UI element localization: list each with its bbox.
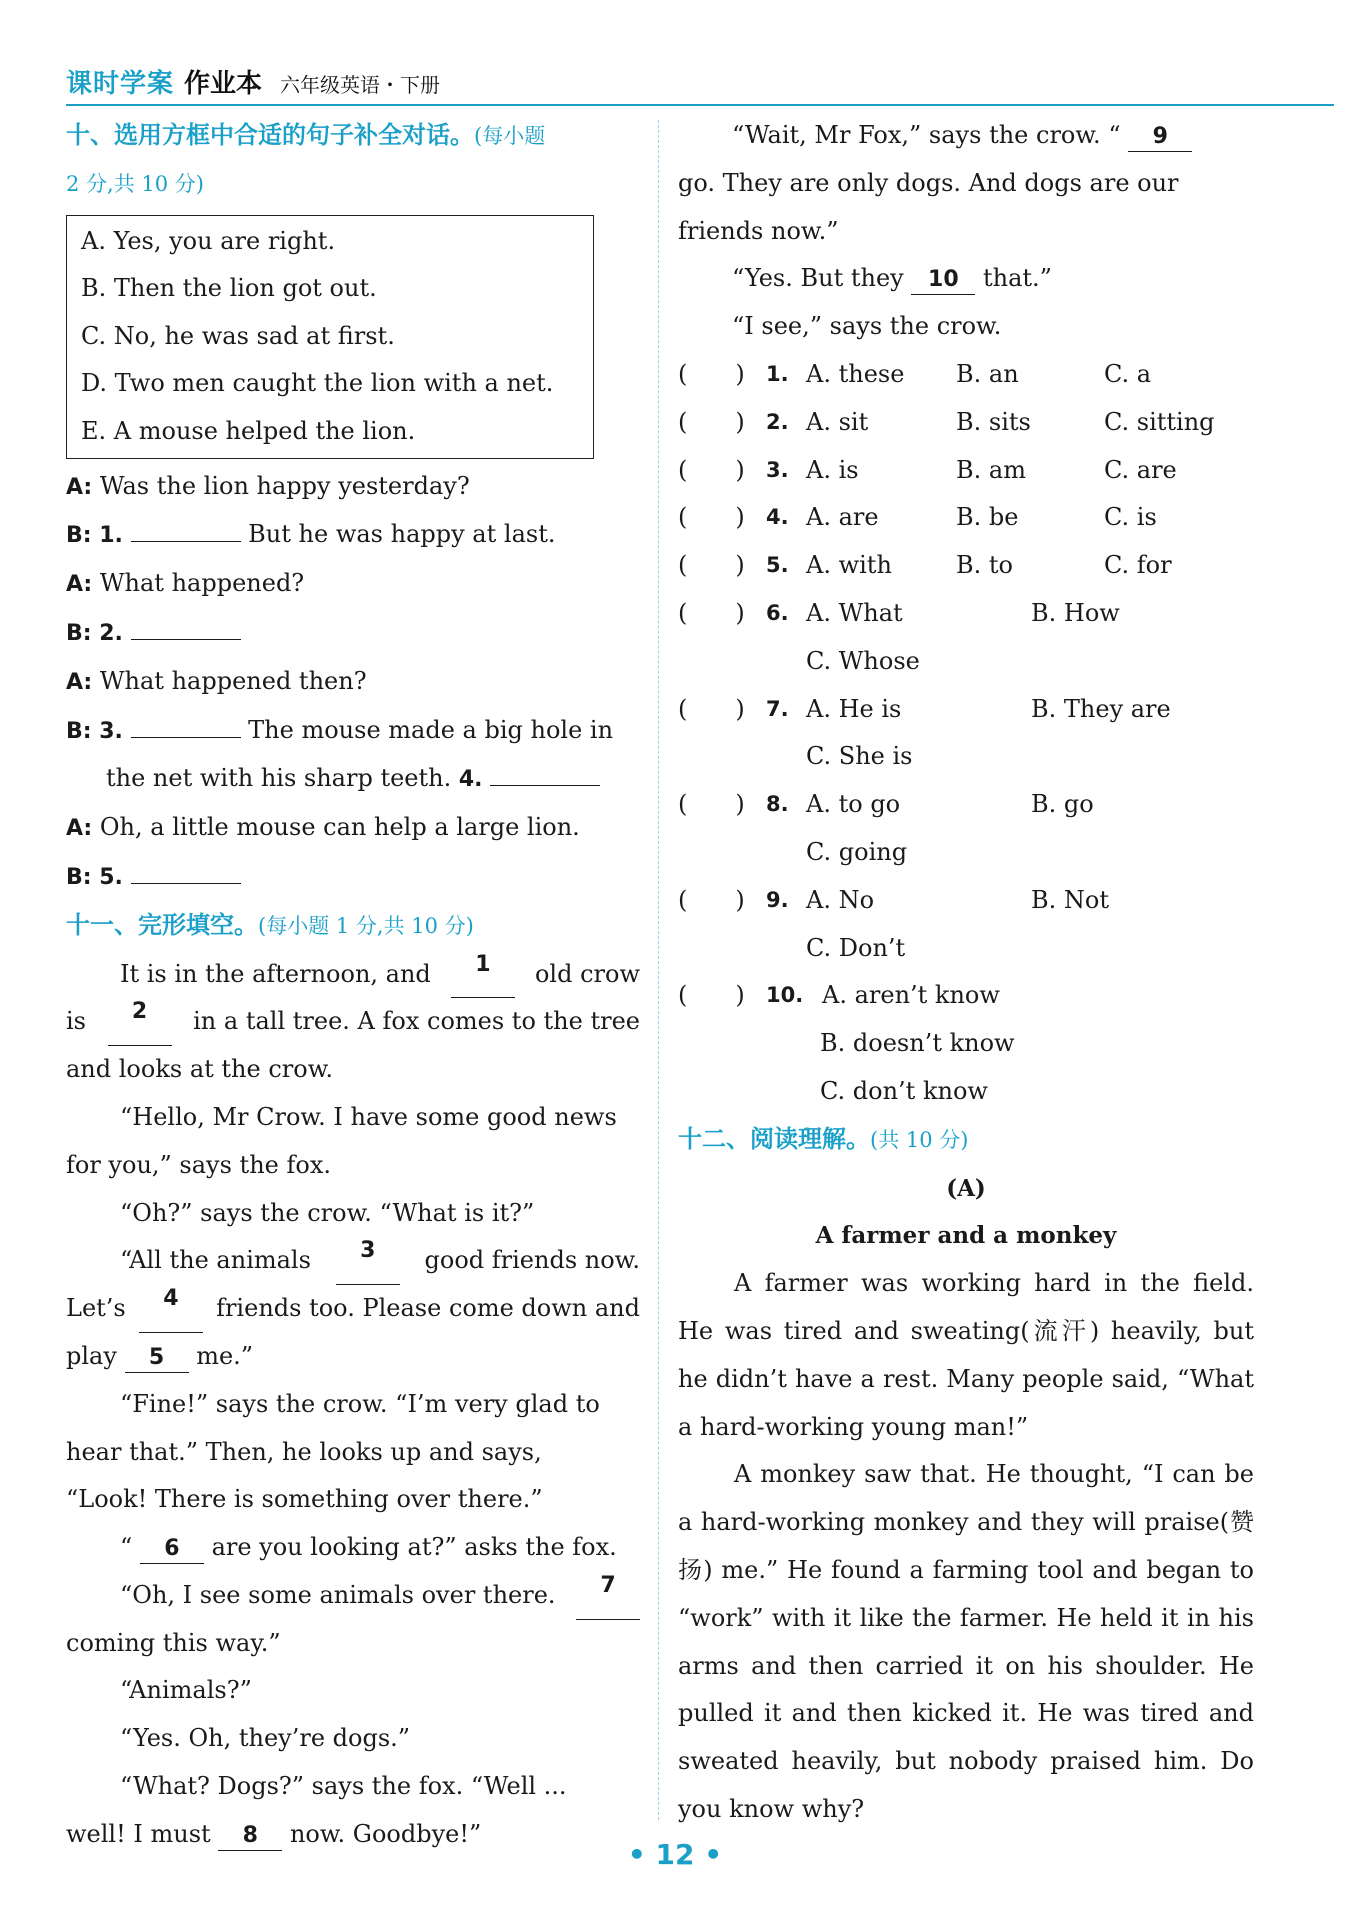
passage-line: “What? Dogs?” says the fox. “Well ... xyxy=(120,1772,567,1801)
answer-parens[interactable]: ( ) xyxy=(678,790,745,819)
option-b: B. Then the lion got out. xyxy=(81,274,377,303)
dialogue-line-1 xyxy=(66,463,640,512)
passage-text: in a tall tree. A fox comes to the tree xyxy=(193,1007,640,1036)
choice-b[interactable]: B. They are xyxy=(1031,694,1171,723)
passage-text: “Oh, I see some animals over there. xyxy=(120,1580,556,1609)
passage-text: good friends now. xyxy=(424,1246,640,1275)
story-title: A farmer and a monkey xyxy=(815,1222,1117,1250)
section-10-note-a: (每小题 xyxy=(474,124,546,148)
question-6[interactable] xyxy=(678,590,1254,638)
choice-b[interactable]: B. an xyxy=(956,359,1019,388)
dialogue-line-2 xyxy=(66,511,640,560)
choice-c[interactable]: C. are xyxy=(1104,455,1177,484)
answer-parens[interactable]: ( ) xyxy=(678,694,745,723)
dialogue-text: the net with his sharp teeth. xyxy=(106,764,452,793)
story-paragraph-1: A farmer was working hard in the field. He was tired and sweating(流汗) heavily, but he didn’t have a rest. Many people said, “What a hard-working young man!” xyxy=(678,1269,1254,1441)
passage-line: “Fine!” says the crow. “I’m very glad to xyxy=(120,1389,600,1418)
dialogue-text: But he was happy at last. xyxy=(248,520,556,549)
choice-a[interactable]: A. What xyxy=(806,598,903,627)
question-number: 6. xyxy=(766,600,789,625)
question-1[interactable] xyxy=(678,351,1254,399)
brand-product: 作业本 xyxy=(184,69,263,99)
choice-b[interactable]: B. am xyxy=(956,455,1026,484)
question-number: 10. xyxy=(766,983,804,1008)
speaker-b: B: xyxy=(66,523,92,549)
dialogue-line-8 xyxy=(66,804,640,853)
choice-b[interactable]: B. doesn’t know xyxy=(820,1029,1015,1058)
dialogue-text: What happened? xyxy=(99,569,305,598)
answer-parens[interactable]: ( ) xyxy=(678,407,745,436)
page-header xyxy=(66,56,440,100)
answer-blank-5[interactable] xyxy=(131,859,241,884)
passage-line xyxy=(678,255,1254,303)
choice-a[interactable]: A. is xyxy=(806,455,859,484)
choice-c[interactable]: C. a xyxy=(1104,359,1152,388)
question-number: 9. xyxy=(766,887,789,912)
speaker-b: B: xyxy=(66,864,92,890)
question-3[interactable] xyxy=(678,447,1254,495)
choice-c[interactable]: C. Whose xyxy=(806,646,920,675)
passage-line xyxy=(66,998,640,1046)
question-8[interactable] xyxy=(678,781,1254,829)
section-11-note: (每小题 1 分,共 10 分) xyxy=(258,913,474,938)
answer-parens[interactable]: ( ) xyxy=(678,598,745,627)
blank-number: 4. xyxy=(458,767,483,793)
question-9[interactable] xyxy=(678,877,1254,925)
dialogue-line-5 xyxy=(66,658,640,707)
cloze-blank-10[interactable]: 10 xyxy=(911,266,975,295)
choice-a[interactable]: A. No xyxy=(806,885,875,914)
passage-line xyxy=(66,1572,640,1620)
cloze-blank-3[interactable]: 3 xyxy=(336,1237,400,1285)
passage-line: “Hello, Mr Crow. I have some good news xyxy=(120,1102,617,1131)
passage-line xyxy=(678,112,1254,160)
passage-text: that.” xyxy=(982,264,1052,293)
question-number: 8. xyxy=(766,792,789,817)
passage-text: Let’s xyxy=(66,1294,126,1323)
blank-number: 1. xyxy=(99,523,123,549)
dialogue-text: The mouse made a big hole in xyxy=(248,715,614,744)
answer-parens[interactable]: ( ) xyxy=(678,981,745,1010)
blank-number: 3. xyxy=(99,718,123,744)
choice-c[interactable]: C. for xyxy=(1104,551,1172,580)
dialogue-line-7 xyxy=(66,755,640,804)
choice-b[interactable]: B. go xyxy=(1031,790,1094,819)
passage-text: old crow xyxy=(534,959,640,988)
passage-text: “Yes. But they xyxy=(732,264,904,293)
dialogue-line-9 xyxy=(66,853,640,902)
choice-a[interactable]: A. are xyxy=(806,503,879,532)
question-4[interactable] xyxy=(678,494,1254,542)
answer-blank-3[interactable] xyxy=(131,713,241,738)
passage-text: play xyxy=(66,1341,117,1370)
dialogue-text: Oh, a little mouse can help a large lion. xyxy=(99,813,580,842)
passage-text: “ xyxy=(120,1533,133,1562)
page-number: • 12 • xyxy=(627,1838,723,1871)
speaker-a: A: xyxy=(66,816,93,842)
cloze-blank-5[interactable]: 5 xyxy=(125,1344,189,1373)
passage-line: and looks at the crow. xyxy=(66,1055,334,1084)
passage-text: is xyxy=(66,1007,86,1036)
cloze-blank-8[interactable]: 8 xyxy=(218,1822,282,1851)
question-10[interactable] xyxy=(678,972,1254,1020)
choice-c[interactable]: C. She is xyxy=(806,742,913,771)
left-column xyxy=(66,112,640,1859)
choice-b[interactable]: B. Not xyxy=(1031,885,1109,914)
passage-line: hear that.” Then, he looks up and says, xyxy=(66,1437,542,1466)
choice-b[interactable]: B. How xyxy=(1031,598,1120,627)
passage-text: “Wait, Mr Fox,” says the crow. “ xyxy=(732,121,1121,149)
dialogue-line-4 xyxy=(66,609,640,658)
choice-a[interactable]: A. sit xyxy=(806,407,869,436)
choice-a[interactable]: A. to go xyxy=(806,790,901,819)
passage-line: “Animals?” xyxy=(120,1676,252,1705)
speaker-a: A: xyxy=(66,474,93,500)
option-d: D. Two men caught the lion with a net. xyxy=(81,369,554,398)
dialogue-text: Was the lion happy yesterday? xyxy=(99,471,470,500)
passage-line xyxy=(66,951,640,999)
column-divider xyxy=(658,120,659,1820)
options-box xyxy=(66,215,594,459)
choice-a[interactable]: A. with xyxy=(806,551,892,580)
passage-line: “I see,” says the crow. xyxy=(732,312,1002,341)
section-10-heading: 十、选用方框中合适的句子补全对话。 xyxy=(66,121,474,149)
choice-a[interactable]: A. aren’t know xyxy=(822,981,1000,1010)
passage-text: me.” xyxy=(196,1341,254,1370)
passage-text: friends too. Please come down and xyxy=(216,1294,640,1323)
cloze-blank-1[interactable]: 1 xyxy=(451,951,515,999)
question-number: 5. xyxy=(766,553,789,578)
cloze-blank-6[interactable]: 6 xyxy=(140,1535,204,1564)
passage-line: coming this way.” xyxy=(66,1628,281,1657)
passage-text: “All the animals xyxy=(120,1246,311,1275)
cloze-blank-9[interactable]: 9 xyxy=(1128,123,1192,152)
choice-b[interactable]: B. be xyxy=(956,503,1019,532)
option-a: A. Yes, you are right. xyxy=(81,226,336,255)
passage-line: “Oh?” says the crow. “What is it?” xyxy=(120,1198,535,1227)
passage-line: “Look! There is something over there.” xyxy=(66,1485,543,1514)
choice-c[interactable]: C. sitting xyxy=(1104,407,1215,436)
passage-line xyxy=(66,1333,640,1381)
question-number: 1. xyxy=(766,361,789,386)
question-number: 7. xyxy=(766,696,789,721)
answer-blank-2[interactable] xyxy=(131,615,241,640)
answer-parens[interactable]: ( ) xyxy=(678,455,745,484)
passage-line xyxy=(66,1237,640,1285)
brand-name: 课时学案 xyxy=(66,69,175,99)
section-10-note-b: 2 分,共 10 分) xyxy=(66,171,204,196)
passage-line: friends now.” xyxy=(678,216,839,245)
cloze-blank-4[interactable]: 4 xyxy=(139,1285,203,1333)
passage-line: go. They are only dogs. And dogs are our xyxy=(678,168,1179,197)
option-c: C. No, he was sad at first. xyxy=(81,321,395,350)
passage-text: It is in the afternoon, and xyxy=(120,959,431,988)
speaker-b: B: xyxy=(66,620,92,646)
speaker-b: B: xyxy=(66,718,92,744)
section-11-heading: 十一、完形填空。 xyxy=(66,910,258,939)
dialogue-text: What happened then? xyxy=(99,666,367,695)
passage-line xyxy=(66,1285,640,1333)
choice-c[interactable]: C. don’t know xyxy=(820,1076,988,1105)
choice-a[interactable]: A. these xyxy=(806,359,905,388)
dialogue-line-3 xyxy=(66,560,640,609)
choice-b[interactable]: B. sits xyxy=(956,407,1031,436)
reading-part-label: (A) xyxy=(946,1174,986,1202)
answer-parens[interactable]: ( ) xyxy=(678,503,745,532)
question-5[interactable] xyxy=(678,542,1254,590)
dialogue-line-6 xyxy=(66,707,640,756)
passage-text: are you looking at?” asks the fox. xyxy=(211,1533,617,1562)
answer-parens[interactable]: ( ) xyxy=(678,359,745,388)
choice-c[interactable]: C. going xyxy=(806,837,908,866)
speaker-a: A: xyxy=(66,572,93,598)
section-12-note: (共 10 分) xyxy=(870,1127,969,1152)
story-paragraph-2: A monkey saw that. He thought, “I can be a hard-working monkey and they will praise(赞扬) me.” He found a farming tool and began to “work” with it like the farmer. He held it in his arms and then carried it on his shoulder. He pulled it and then kicked it. He was tired and sweated heavily, but nobody praised him. Do you know why? xyxy=(678,1460,1254,1823)
option-e: E. A mouse helped the lion. xyxy=(81,416,416,445)
section-11-title xyxy=(66,902,640,951)
passage-text: well! I must xyxy=(66,1819,211,1848)
answer-parens[interactable]: ( ) xyxy=(678,551,745,580)
cloze-blank-2[interactable]: 2 xyxy=(108,998,172,1046)
answer-parens[interactable]: ( ) xyxy=(678,885,745,914)
choice-c[interactable]: C. Don’t xyxy=(806,933,906,962)
book-subtitle: 六年级英语・下册 xyxy=(280,73,441,97)
choice-c[interactable]: C. is xyxy=(1104,503,1157,532)
speaker-a: A: xyxy=(66,669,93,695)
header-rule xyxy=(66,104,1334,106)
passage-text: now. Goodbye!” xyxy=(289,1819,482,1848)
answer-blank-1[interactable] xyxy=(131,517,241,542)
answer-blank-4[interactable] xyxy=(490,761,600,786)
question-2[interactable] xyxy=(678,399,1254,447)
question-7[interactable] xyxy=(678,686,1254,734)
blank-number: 2. xyxy=(99,620,123,646)
passage-line: “Yes. Oh, they’re dogs.” xyxy=(120,1724,411,1753)
right-column xyxy=(678,112,1254,1834)
cloze-blank-7[interactable]: 7 xyxy=(576,1572,640,1620)
section-12-heading: 十二、阅读理解。 xyxy=(678,1124,870,1153)
question-number: 4. xyxy=(766,505,789,530)
section-10-title xyxy=(66,112,640,161)
choice-a[interactable]: A. He is xyxy=(806,694,902,723)
question-number: 3. xyxy=(766,457,789,482)
question-number: 2. xyxy=(766,409,789,434)
passage-line xyxy=(66,1524,640,1572)
section-12-title xyxy=(678,1116,1254,1165)
blank-number: 5. xyxy=(99,864,123,890)
choice-b[interactable]: B. to xyxy=(956,551,1013,580)
passage-line: for you,” says the fox. xyxy=(66,1150,331,1179)
